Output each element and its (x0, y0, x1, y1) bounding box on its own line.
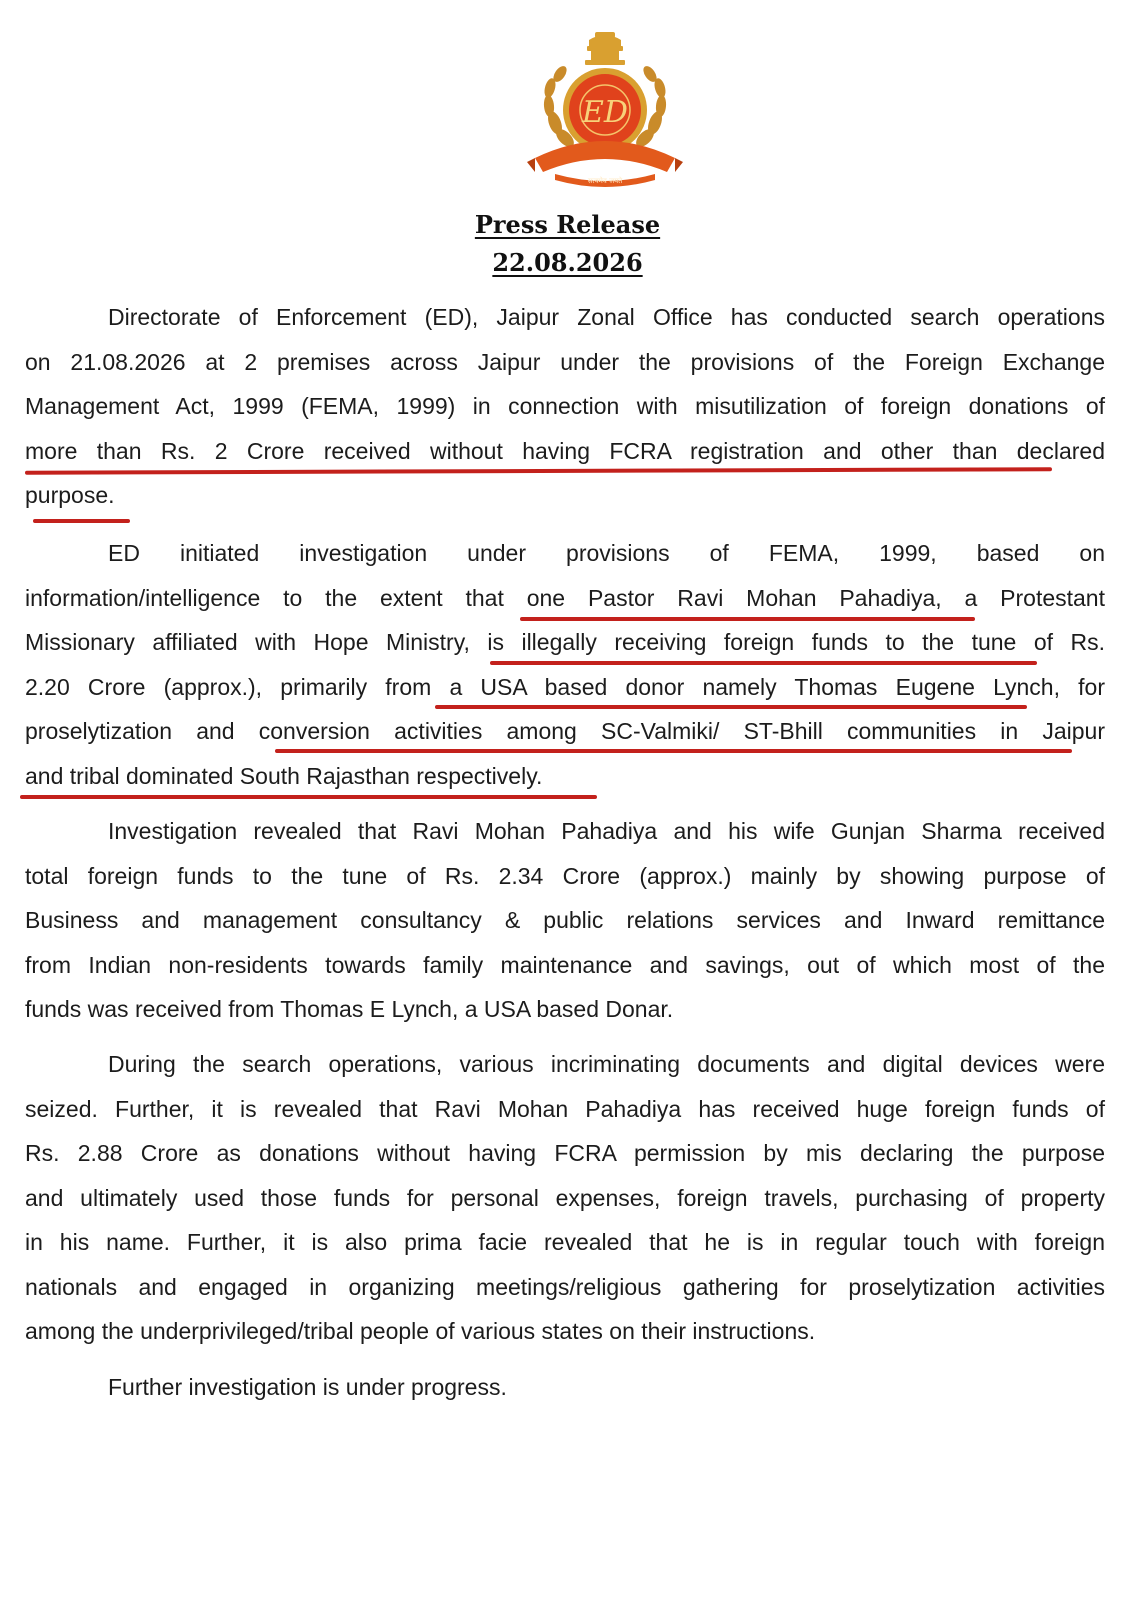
highlight-underline (435, 705, 1027, 709)
paragraph-1 (25, 295, 1105, 518)
paragraph-line: During the search operations, various incriminating documents and digital devices were (108, 1051, 1105, 1077)
page-title: Press Release (474, 210, 661, 239)
paragraph-line: total foreign funds to the tune of Rs. 2.34 Crore (approx.) mainly by showing purpose of (25, 862, 1105, 889)
highlight-underline (33, 519, 130, 523)
paragraph-4 (25, 1042, 1105, 1354)
paragraph-line: Missionary affiliated with Hope Ministry, is illegally receiving foreign funds to the tune of Rs. (25, 629, 1105, 655)
emblem-motto: सत्यमेव जयते (587, 177, 623, 185)
highlight-underline (520, 617, 975, 621)
paragraph-line: nationals and engaged in organizing meetings/religious gathering for proselytization activities (25, 1273, 1105, 1300)
paragraph-line: seized. Further, it is revealed that Ravi Mohan Pahadiya has received huge foreign funds of (25, 1095, 1105, 1122)
paragraph-line: on 21.08.2026 at 2 premises across Jaipur under the provisions of the Foreign Exchange (25, 348, 1105, 375)
paragraph-line: Business and management consultancy & public relations services and Inward remittance (25, 907, 1105, 933)
paragraph-line: proselytization and conversion activities among SC-Valmiki/ ST-Bhill communities in Jaipur (25, 718, 1105, 744)
paragraph-line: in his name. Further, it is also prima facie revealed that he is in regular touch with foreign (25, 1229, 1105, 1255)
paragraph-line: 2.20 Crore (approx.), primarily from a USA based donor namely Thomas Eugene Lynch, for (25, 673, 1105, 700)
paragraph-line: and tribal dominated South Rajasthan respectively. (25, 762, 543, 789)
paragraph-line: Further investigation is under progress. (108, 1374, 507, 1400)
highlight-underline (275, 749, 1072, 753)
paragraph-line: ED initiated investigation under provisions of FEMA, 1999, based on (108, 540, 1105, 566)
paragraph-5 (25, 1365, 1105, 1410)
paragraph-line: Directorate of Enforcement (ED), Jaipur Zonal Office has conducted search operations (108, 304, 1105, 330)
paragraph-line: Rs. 2.88 Crore as donations without having FCRA permission by mis declaring the purpose (25, 1140, 1105, 1166)
paragraph-line: purpose. (25, 482, 115, 508)
paragraph-line: from Indian non-residents towards family maintenance and savings, out of which most of the (25, 951, 1105, 978)
paragraph-3 (25, 809, 1105, 1032)
emblem-monogram: ED (582, 95, 628, 130)
highlight-underline (20, 795, 597, 799)
paragraph-line: information/intelligence to the extent that one Pastor Ravi Mohan Pahadiya, a Protestant (25, 584, 1105, 611)
paragraph-line: more than Rs. 2 Crore received without having FCRA registration and other than declared (25, 437, 1105, 464)
paragraph-line: Investigation revealed that Ravi Mohan Pahadiya and his wife Gunjan Sharma received (108, 818, 1105, 844)
paragraph-line: and ultimately used those funds for personal expenses, foreign travels, purchasing of property (25, 1184, 1105, 1211)
highlight-underline (490, 661, 1037, 665)
paragraph-line: Management Act, 1999 (FEMA, 1999) in connection with misutilization of foreign donations of (25, 393, 1105, 419)
paragraph-line: among the underprivileged/tribal people of various states on their instructions. (25, 1318, 816, 1344)
paragraph-line: funds was received from Thomas E Lynch, a USA based Donar. (25, 996, 674, 1022)
ed-emblem-icon (525, 28, 685, 190)
release-date: 22.08.2026 (492, 248, 643, 277)
